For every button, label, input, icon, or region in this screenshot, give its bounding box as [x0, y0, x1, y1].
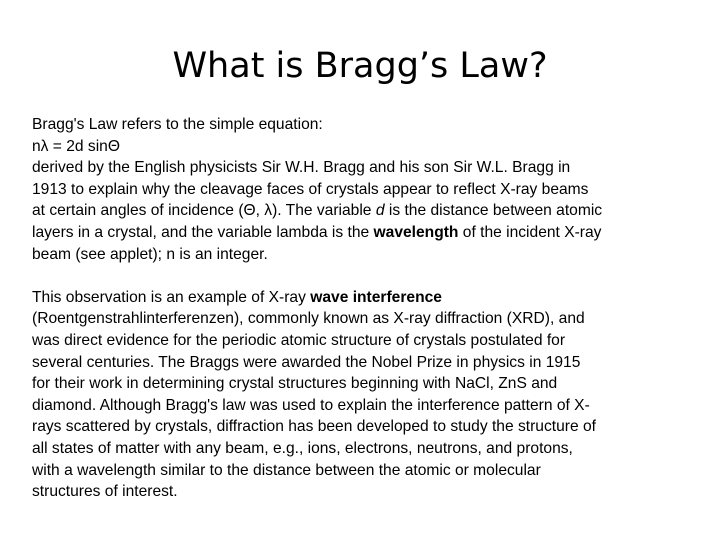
- text-segment: This observation is an example of X-ray: [32, 288, 311, 306]
- variable-d-italic: d: [375, 202, 385, 220]
- text-line: was direct evidence for the periodic atomic structure of crystals postulated for: [32, 331, 566, 349]
- slide-body: [32, 114, 694, 524]
- text-line: derived by the English physicists Sir W.H. Bragg and his son Sir W.L. Bragg in: [32, 159, 571, 177]
- text-line: [32, 287, 694, 309]
- text-segment: at certain angles of incidence (Θ, λ). The variable: [32, 202, 376, 220]
- text-line: (Roentgenstrahlinterferenzen), commonly known as X-ray diffraction (XRD), and: [32, 310, 585, 328]
- text-line: several centuries. The Braggs were awarded the Nobel Prize in physics in 1915: [32, 353, 581, 371]
- wavelength-bold: wavelength: [373, 223, 459, 241]
- slide-title: What is Bragg’s Law?: [172, 46, 548, 86]
- text-line: diamond. Although Bragg's law was used to explain the interference pattern of X-: [32, 396, 590, 414]
- text-segment: is the distance between atomic: [384, 202, 603, 220]
- paragraph-xray-interference: [32, 287, 694, 503]
- text-line: with a wavelength similar to the distance between the atomic or molecular: [32, 461, 541, 479]
- text-line: [32, 200, 694, 222]
- text-line: structures of interest.: [32, 483, 178, 501]
- text-segment: layers in a crystal, and the variable lambda is the: [32, 223, 374, 241]
- text-line: for their work in determining crystal structures beginning with NaCl, ZnS and: [32, 375, 558, 393]
- text-line: [32, 222, 694, 244]
- text-segment: of the incident X-ray: [458, 223, 602, 241]
- text-line: rays scattered by crystals, diffraction has been developed to study the structure of: [32, 418, 596, 436]
- paragraph-bragg-law-definition: [32, 114, 694, 265]
- text-line: 1913 to explain why the cleavage faces of crystals appear to reflect X-ray beams: [32, 180, 589, 198]
- wave-interference-bold: wave interference: [310, 288, 442, 306]
- bragg-equation: nλ = 2d sinΘ: [32, 137, 120, 155]
- text-line: all states of matter with any beam, e.g., ions, electrons, neutrons, and protons,: [32, 439, 573, 457]
- text-line: beam (see applet); n is an integer.: [32, 245, 268, 263]
- text-line: Bragg's Law refers to the simple equation:: [32, 116, 323, 133]
